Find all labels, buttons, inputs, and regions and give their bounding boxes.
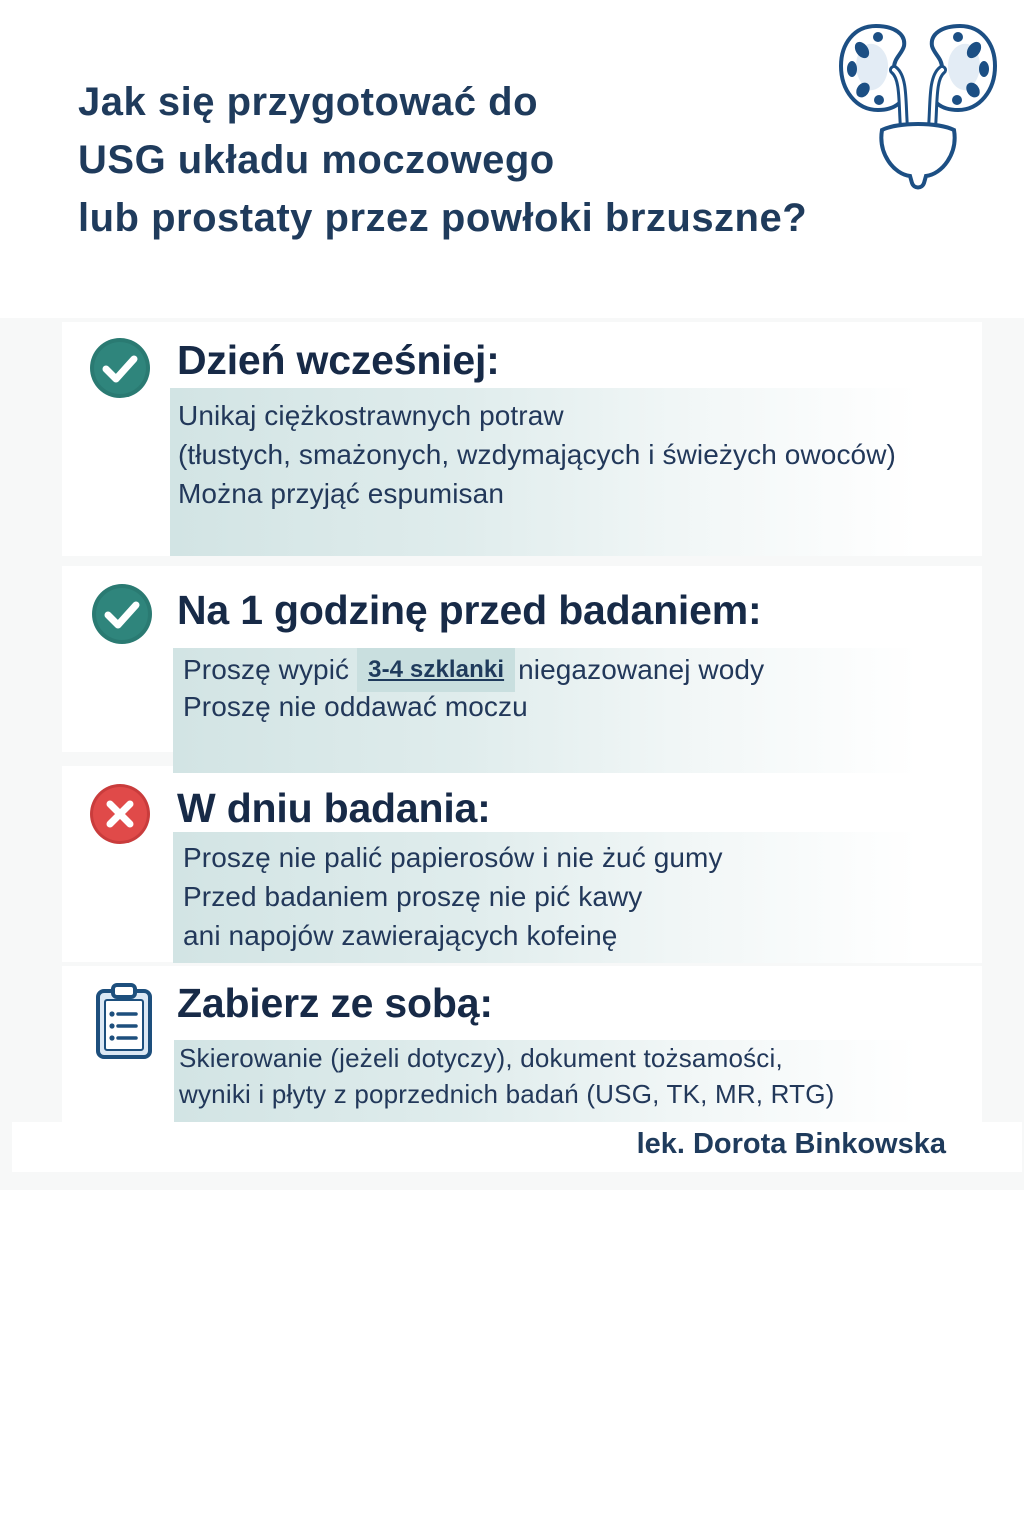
section-line: wyniki i płyty z poprzednich badań (USG, TK, MR, RTG) xyxy=(179,1079,835,1109)
section-line: Proszę nie oddawać moczu xyxy=(183,691,528,722)
check-circle-icon xyxy=(89,337,151,399)
section-line: ani napojów zawierających kofeinę xyxy=(183,920,618,951)
page-title-line-1: Jak się przygotować do xyxy=(78,80,539,124)
section-line: Można przyjąć espumisan xyxy=(178,478,504,509)
water-instruction-after: niegazowanej wody xyxy=(518,654,765,685)
section-line: Proszę nie palić papierosów i nie żuć gumy xyxy=(183,842,723,873)
page-title-line-3: lub prostaty przez powłoki brzuszne? xyxy=(78,196,808,240)
page-title-line-2: USG układu moczowego xyxy=(78,138,555,182)
section-line: (tłustych, smażonych, wzdymających i świeżych owoców) xyxy=(178,439,896,470)
section-line: Skierowanie (jeżeli dotyczy), dokument tożsamości, xyxy=(179,1043,783,1073)
water-instruction-line xyxy=(183,648,764,692)
section-line: Przed badaniem proszę nie pić kawy xyxy=(183,881,643,912)
x-circle-icon xyxy=(89,783,151,845)
water-amount-highlight: 3-4 szklanki xyxy=(357,648,515,692)
section-heading: W dniu badania: xyxy=(177,785,491,831)
section-heading: Dzień wcześniej: xyxy=(177,337,500,383)
author-signature: lek. Dorota Binkowska xyxy=(636,1128,946,1160)
section-heading: Na 1 godzinę przed badaniem: xyxy=(177,587,762,633)
section-heading: Zabierz ze sobą: xyxy=(177,980,493,1026)
section-line: Unikaj ciężkostrawnych potraw xyxy=(178,400,564,431)
check-circle-icon xyxy=(91,583,153,645)
water-instruction-before: Proszę wypić xyxy=(183,654,350,685)
kidneys-bladder-icon xyxy=(838,22,998,192)
clipboard-icon xyxy=(94,982,154,1060)
